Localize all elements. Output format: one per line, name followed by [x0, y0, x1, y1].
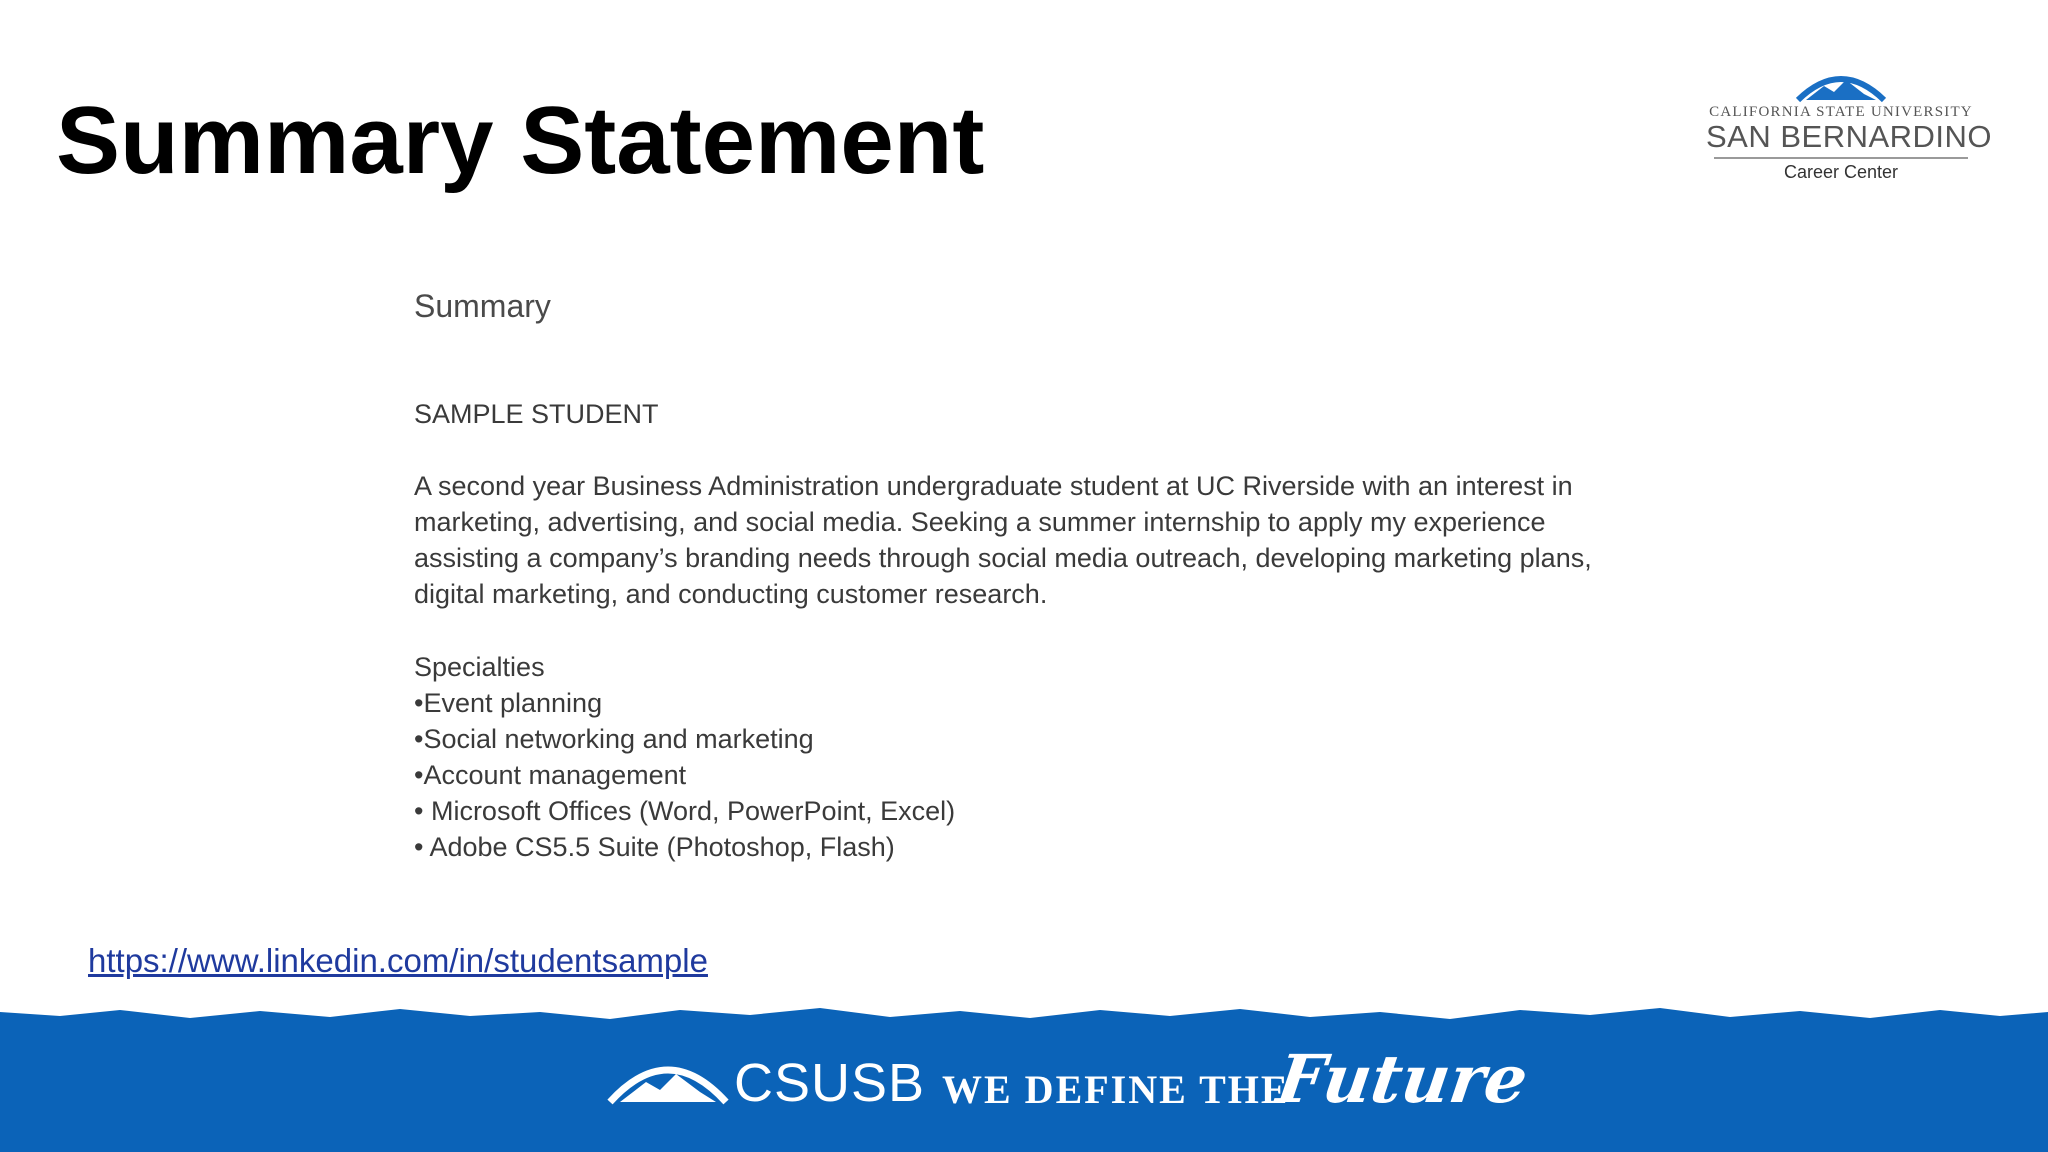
- list-item: •Social networking and marketing: [414, 724, 814, 754]
- logo-department-line: Career Center: [1783, 162, 1899, 182]
- list-item: •Event planning: [414, 688, 603, 718]
- list-item: •Account management: [414, 760, 687, 790]
- footer-script-word: Future: [1272, 1040, 1533, 1118]
- summary-heading: Summary: [414, 288, 551, 324]
- list-item: • Microsoft Offices (Word, PowerPoint, Excel): [414, 796, 956, 826]
- specialties-list: [414, 685, 955, 865]
- summary-paragraph: A second year Business Administration undergraduate student at UC Riverside with an interest in marketing, advertising, and social media. Seeking a summer internship to apply my experience assisting a company’s branding needs through social media outreach, developing marketing plans, digital marketing, and conducting customer research.: [414, 471, 1592, 609]
- linkedin-summary-screenshot: [414, 278, 1754, 898]
- logo-campus-line: SAN BERNARDINO: [1706, 119, 1993, 154]
- footer-brand: CSUSB: [734, 1053, 926, 1113]
- mountain-icon: [606, 1052, 730, 1108]
- logo-university-line: CALIFORNIA STATE UNIVERSITY: [1709, 104, 1973, 120]
- student-name: SAMPLE STUDENT: [414, 399, 659, 429]
- linkedin-profile-link[interactable]: https://www.linkedin.com/in/studentsample: [88, 942, 708, 979]
- logo-divider: [1714, 157, 1968, 159]
- mountain-arc-icon: [1706, 64, 1976, 104]
- slide-title: Summary Statement: [56, 87, 985, 194]
- list-item: • Adobe CS5.5 Suite (Photoshop, Flash): [414, 832, 895, 862]
- specialties-heading: Specialties: [414, 652, 545, 682]
- footer-tagline: WE DEFINE THE: [942, 1067, 1290, 1112]
- university-logo: [1706, 64, 1993, 192]
